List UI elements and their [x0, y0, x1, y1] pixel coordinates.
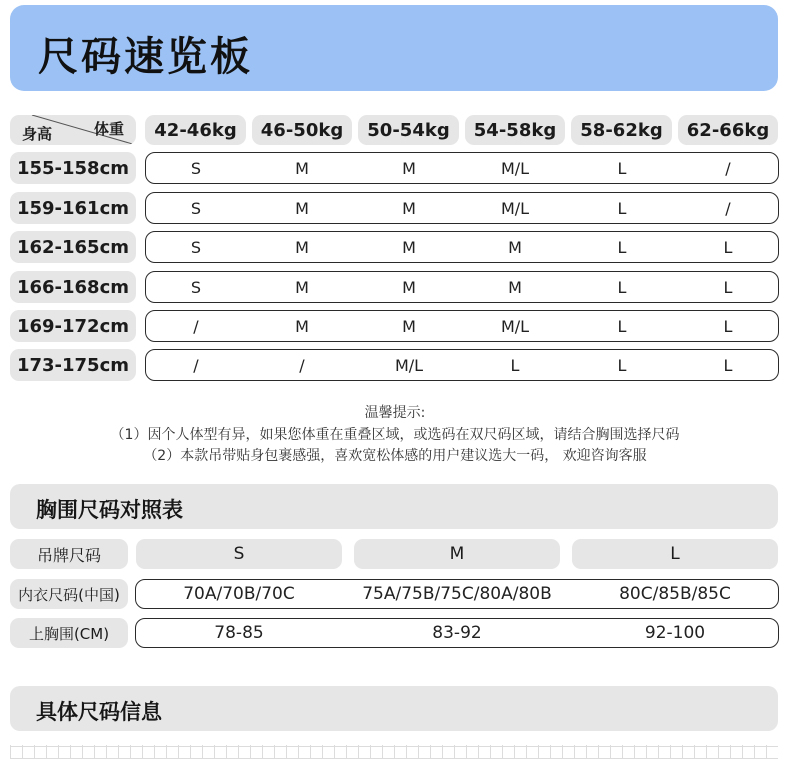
bra-size-label: 内衣尺码(中国) [10, 579, 128, 609]
size-cell: M [402, 198, 416, 218]
size-cell: / [193, 355, 199, 375]
size-cell: / [725, 158, 731, 178]
size-cell: L [617, 277, 627, 297]
bust-cell: 78-85 [214, 623, 264, 643]
grid-strip [10, 745, 778, 759]
tag-size-label: 吊牌尺码 [10, 539, 128, 569]
title-banner [10, 5, 778, 91]
detail-section-title: 具体尺码信息 [36, 700, 162, 724]
height-label: 169-172cm [10, 310, 136, 342]
weight-axis-label: 体重 [94, 120, 125, 138]
size-cell: M [508, 277, 522, 297]
bust-cell: 83-92 [432, 623, 482, 643]
height-label: 162-165cm [10, 231, 136, 263]
size-cell: M [508, 237, 522, 257]
chest-section-title: 胸围尺码对照表 [36, 498, 183, 522]
weight-header: 58-62kg [571, 115, 672, 145]
tips-line-1: （1）因个人体型有异，如果您体重在重叠区域，或选码在双尺码区域，请结合胸围选择尺码 [110, 427, 680, 443]
size-cell: S [190, 237, 202, 257]
size-cell: / [193, 316, 199, 336]
weight-header: 54-58kg [465, 115, 565, 145]
size-cell: M [402, 316, 416, 336]
size-cell: M [295, 237, 309, 257]
bra-size-cell: 80C/85B/85C [619, 584, 731, 604]
tag-size-cell: L [572, 539, 778, 569]
tips-line-2: （2）本款吊带贴身包裹感强，喜欢宽松体感的用户建议选大一码， 欢迎咨询客服 [143, 448, 647, 464]
size-cell: L [723, 277, 733, 297]
size-cell: S [190, 158, 202, 178]
size-cell: L [723, 237, 733, 257]
size-cell: / [725, 198, 731, 218]
bust-cell: 92-100 [644, 623, 706, 643]
height-label: 166-168cm [10, 271, 136, 303]
size-cell: M [402, 158, 416, 178]
size-cell: L [617, 355, 627, 375]
size-cell: M [295, 158, 309, 178]
height-label: 173-175cm [10, 349, 136, 381]
size-cell: L [617, 198, 627, 218]
size-cell: M [295, 277, 309, 297]
size-cell: M [295, 316, 309, 336]
size-cell: M/L [500, 198, 530, 218]
size-cell: L [617, 158, 627, 178]
size-cell: M [402, 277, 416, 297]
weight-header: 62-66kg [678, 115, 778, 145]
tips-title: 温馨提示: [364, 405, 426, 421]
page-title: 尺码速览板 [38, 34, 253, 80]
weight-header: 46-50kg [252, 115, 352, 145]
size-cell: L [723, 316, 733, 336]
size-cell: L [617, 316, 627, 336]
table-corner-header [10, 115, 136, 145]
bust-label: 上胸围(CM) [10, 618, 128, 648]
size-cell: / [299, 355, 305, 375]
weight-header: 50-54kg [358, 115, 459, 145]
height-label: 159-161cm [10, 192, 136, 224]
tag-size-cell: M [354, 539, 560, 569]
size-cell: S [190, 198, 202, 218]
size-cell: M/L [500, 316, 530, 336]
size-cell: M/L [500, 158, 530, 178]
tag-size-cell: S [136, 539, 342, 569]
detail-section-header [10, 686, 778, 731]
size-cell: S [190, 277, 202, 297]
height-axis-label: 身高 [22, 125, 53, 143]
bra-size-cell: 75A/75B/75C/80A/80B [362, 584, 552, 604]
size-cell: M/L [394, 355, 424, 375]
size-cell: L [617, 237, 627, 257]
weight-header: 42-46kg [145, 115, 246, 145]
size-cell: M [295, 198, 309, 218]
height-label: 155-158cm [10, 152, 136, 184]
bra-size-cell: 70A/70B/70C [183, 584, 295, 604]
chest-section-header [10, 484, 778, 529]
size-cell: L [510, 355, 520, 375]
size-cell: L [723, 355, 733, 375]
size-cell: M [402, 237, 416, 257]
